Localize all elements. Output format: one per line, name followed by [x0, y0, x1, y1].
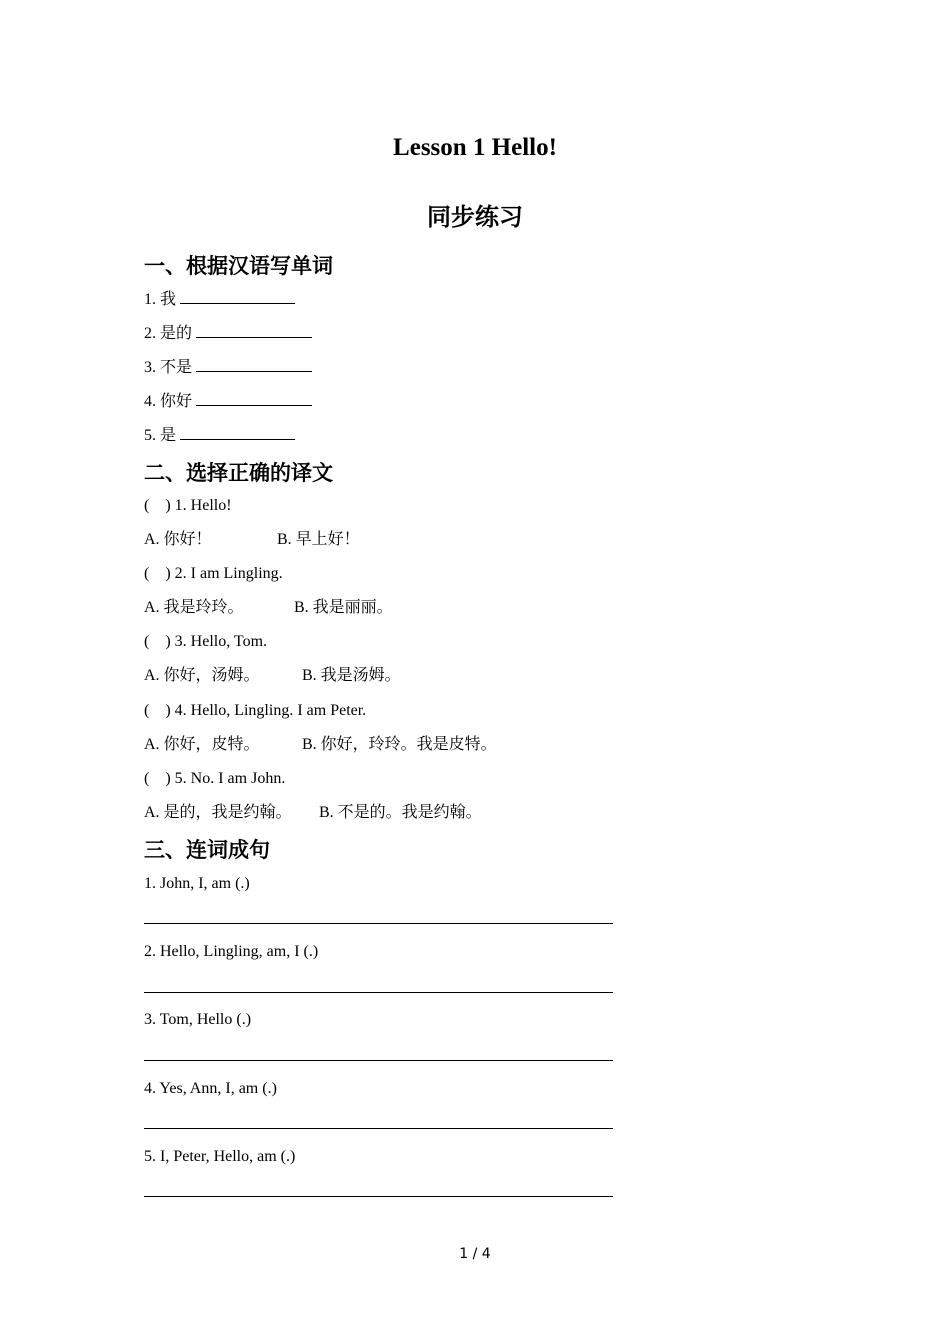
- choice-question-3: ( ) 3. Hello, Tom.: [144, 633, 268, 650]
- worksheet-subtitle: 同步练习: [427, 203, 523, 231]
- option-a-1[interactable]: A. 你好！: [144, 531, 212, 548]
- sentence-answer-line-2[interactable]: [144, 992, 613, 993]
- sentence-answer-line-3[interactable]: [144, 1060, 613, 1061]
- vocab-item-4: [144, 391, 312, 412]
- section1-heading: 一、根据汉语写单词: [144, 254, 333, 278]
- sentence-prompt-1: 1. John, I, am (.): [144, 875, 250, 892]
- option-b-1[interactable]: B. 早上好！: [277, 531, 360, 548]
- vocab-item-2: [144, 323, 312, 344]
- answer-blank[interactable]: [180, 289, 295, 304]
- lesson-title: Lesson 1 Hello!: [393, 134, 557, 161]
- sentence-prompt-4: 4. Yes, Ann, I, am (.): [144, 1080, 277, 1097]
- vocab-prompt: 5. 是: [144, 427, 177, 444]
- sentence-answer-line-4[interactable]: [144, 1128, 613, 1129]
- vocab-item-3: [144, 357, 312, 378]
- vocab-prompt: 4. 你好: [144, 393, 193, 410]
- sentence-prompt-2: 2. Hello, Lingling, am, I (.): [144, 943, 319, 960]
- vocab-prompt: 3. 不是: [144, 359, 193, 376]
- option-a-5[interactable]: A. 是的，我是约翰。: [144, 804, 292, 821]
- answer-blank[interactable]: [196, 323, 312, 338]
- vocab-prompt: 1. 我: [144, 291, 177, 308]
- vocab-item-5: [144, 425, 295, 446]
- option-b-3[interactable]: B. 我是汤姆。: [302, 667, 401, 684]
- option-b-4[interactable]: B. 你好，玲玲。我是皮特。: [302, 736, 497, 753]
- choice-question-5: ( ) 5. No. I am John.: [144, 770, 286, 787]
- vocab-item-1: [144, 289, 295, 310]
- section2-heading: 二、选择正确的译文: [144, 461, 333, 485]
- section3-heading: 三、连词成句: [144, 838, 270, 862]
- sentence-prompt-5: 5. I, Peter, Hello, am (.): [144, 1148, 296, 1165]
- option-b-2[interactable]: B. 我是丽丽。: [294, 599, 393, 616]
- vocab-prompt: 2. 是的: [144, 325, 193, 342]
- choice-question-2: ( ) 2. I am Lingling.: [144, 565, 283, 582]
- answer-blank[interactable]: [180, 425, 295, 440]
- choice-question-4: ( ) 4. Hello, Lingling. I am Peter.: [144, 702, 367, 719]
- sentence-prompt-3: 3. Tom, Hello (.): [144, 1011, 252, 1028]
- sentence-answer-line-5[interactable]: [144, 1196, 613, 1197]
- answer-blank[interactable]: [196, 391, 312, 406]
- page-number: 1 / 4: [459, 1246, 491, 1262]
- option-b-5[interactable]: B. 不是的。我是约翰。: [319, 804, 482, 821]
- option-a-2[interactable]: A. 我是玲玲。: [144, 599, 244, 616]
- option-a-4[interactable]: A. 你好，皮特。: [144, 736, 260, 753]
- sentence-answer-line-1[interactable]: [144, 923, 613, 924]
- option-a-3[interactable]: A. 你好，汤姆。: [144, 667, 260, 684]
- choice-question-1: ( ) 1. Hello!: [144, 497, 232, 514]
- answer-blank[interactable]: [196, 357, 312, 372]
